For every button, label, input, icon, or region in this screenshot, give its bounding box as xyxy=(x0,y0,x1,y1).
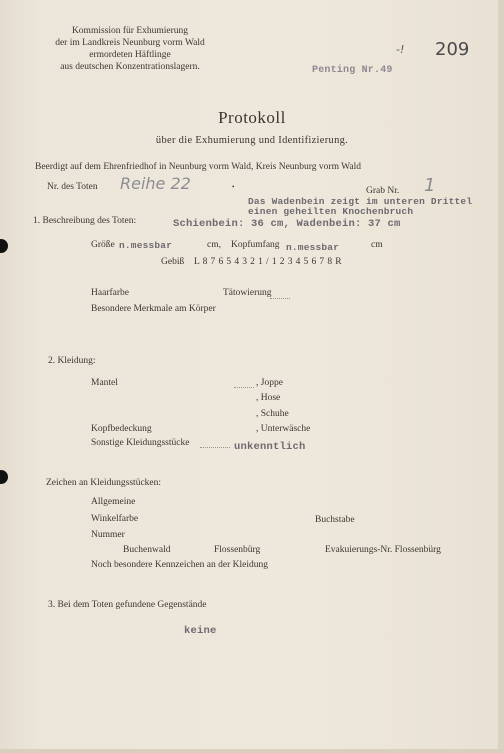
section-2-heading: 2. Kleidung: xyxy=(48,356,96,366)
section-1-heading: 1. Beschreibung des Toten: xyxy=(33,216,137,226)
special-marks-label: Besondere Merkmale am Körper xyxy=(91,304,216,314)
org-line-2: der im Landkreis Neunburg vorm Wald xyxy=(55,38,205,48)
punch-hole-top xyxy=(0,239,8,253)
size-value: n.messbar xyxy=(119,240,173,251)
evacuation-number-label: Evakuierungs-Nr. Flossenbürg xyxy=(325,545,441,555)
shoes-label: , Schuhe xyxy=(256,409,289,419)
jacket-label: , Joppe xyxy=(256,378,283,388)
grave-number-label: Grab Nr. xyxy=(366,186,400,196)
hair-color-label: Haarfarbe xyxy=(91,288,129,298)
description-note-line-3: Schienbein: 36 cm, Wadenbein: 37 cm xyxy=(173,218,401,230)
org-line-3: ermordeten Häftlinge xyxy=(89,50,171,60)
found-items-value: keine xyxy=(184,625,217,637)
description-note-line-2: einen geheilten Knochenbruch xyxy=(248,206,414,217)
punch-hole-bottom xyxy=(0,470,8,484)
burial-line: Beerdigt auf dem Ehrenfriedhof in Neunburg vorm Wald, Kreis Neunburg vorm Wald xyxy=(35,162,361,172)
page-subtitle: über die Exhumierung und Identifizierung. xyxy=(155,135,349,146)
paper-edge-bottom xyxy=(0,749,504,753)
headwear-label: Kopfbedeckung xyxy=(91,424,152,434)
special-clothing-marks-label: Noch besondere Kennzeichen an der Kleidung xyxy=(91,560,268,570)
org-line-1: Kommission für Exhumierung xyxy=(71,26,189,36)
head-size-label: Kopfumfang xyxy=(231,240,280,250)
head-size-value: n.messbar xyxy=(286,242,340,253)
number-label: Nummer xyxy=(91,530,125,540)
org-line-4: aus deutschen Konzentrationslagern. xyxy=(60,62,200,72)
coat-dotted-line xyxy=(234,387,254,388)
dash-mark: -! xyxy=(396,43,405,56)
dead-number-value: Reihe 22 xyxy=(120,174,191,193)
trousers-label: , Hose xyxy=(256,393,281,403)
page-title: Protokoll xyxy=(218,108,286,127)
other-clothing-dotted-line xyxy=(200,447,230,448)
bullet-dot: • xyxy=(232,183,235,191)
letter-label: Buchstabe xyxy=(315,515,355,525)
reference-stamp: Penting Nr.49 xyxy=(312,65,393,76)
tattoo-label: Tätowierung xyxy=(223,288,272,298)
description-note-line-1: Das Wadenbein zeigt im unteren Drittel xyxy=(248,196,473,207)
other-clothing-label: Sonstige Kleidungsstücke xyxy=(91,438,190,448)
other-clothing-value: unkenntlich xyxy=(234,441,306,453)
section-3-heading: 3. Bei dem Toten gefundene Gegenstände xyxy=(48,600,207,610)
cm-unit-1: cm, xyxy=(207,240,221,250)
grave-number-value: 1 xyxy=(424,175,436,196)
buchenwald-label: Buchenwald xyxy=(123,545,171,555)
cm-unit-2: cm xyxy=(371,240,383,250)
tattoo-dotted-line xyxy=(270,298,290,299)
dead-number-label: Nr. des Toten xyxy=(47,182,98,192)
general-label: Allgemeine xyxy=(91,497,136,507)
coat-label: Mantel xyxy=(91,378,118,388)
teeth-label: Gebiß xyxy=(161,257,185,267)
clothing-marks-heading: Zeichen an Kleidungsstücken: xyxy=(46,478,162,488)
flossenbuerg-label: Flossenbürg xyxy=(214,545,261,555)
page-number: 209 xyxy=(435,39,470,60)
angle-color-label: Winkelfarbe xyxy=(91,514,139,524)
teeth-chart: L 8 7 6 5 4 3 2 1 / 1 2 3 4 5 6 7 8 R xyxy=(194,257,342,267)
underwear-label: , Unterwäsche xyxy=(256,424,311,434)
size-label: Größe xyxy=(91,240,115,250)
